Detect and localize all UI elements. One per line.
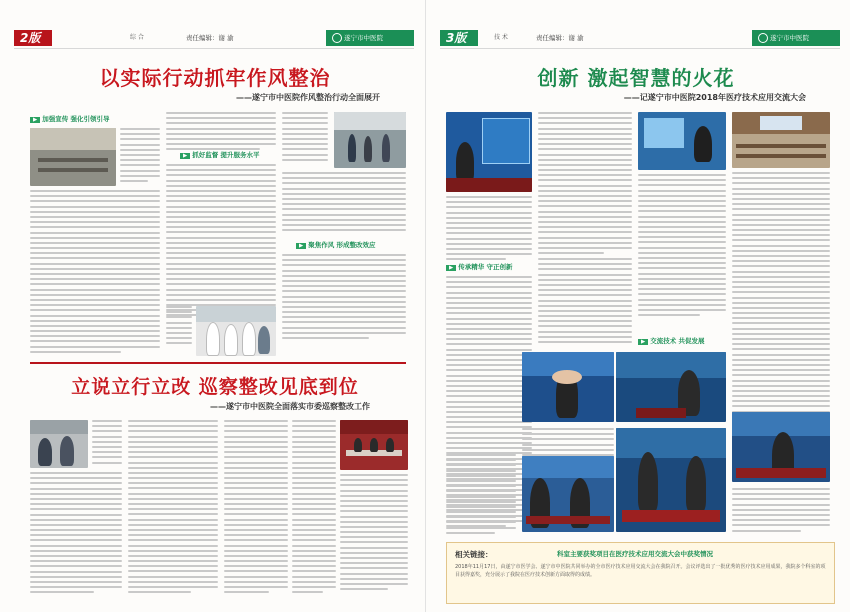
article-2-col5 (340, 474, 408, 593)
page-3 (425, 0, 850, 612)
article-2-col1 (30, 472, 122, 597)
related-link-text: 2018年11月17日，由遂宁市医学会、遂宁市中医院共同举办的全市医疗技术应用交流大会在我院召开。会议评选出了一批优秀的医疗技术应用成果，我院多个科室的项目获得嘉奖，充分展示了我院在医疗技术创新方面取得的成绩。 (455, 564, 826, 578)
speaker-photo-5 (732, 412, 830, 482)
header-rule (14, 48, 414, 49)
stage-photo (446, 112, 532, 192)
article-col1-a (446, 196, 532, 263)
related-link-label: 相关链接： (455, 550, 493, 559)
article-1-col1-top (120, 128, 160, 185)
inspection-photo (30, 420, 88, 468)
article-1-subhead-1: ▶ 加强宣传 强化引领引导 (30, 114, 110, 123)
article-2-col3 (224, 420, 288, 596)
article-2-title: 立说立行立改 巡察整改见底到位 (71, 376, 359, 398)
article-1-title: 以实际行动抓牢作风整治 (99, 66, 331, 90)
masthead-logo (758, 31, 809, 45)
section-name: 综 合 (130, 34, 144, 41)
article-1-col3-bottom (282, 254, 406, 342)
article-subtitle: ——记遂宁市中医院2018年医疗技术应用交流大会 (623, 93, 806, 102)
header-rule (440, 48, 840, 49)
article-2-col1-top (92, 420, 122, 467)
article-1-col2-bottom-a (166, 306, 192, 348)
article-1-col3-top (282, 112, 328, 164)
article-col4-b (732, 488, 830, 535)
page-header (440, 30, 840, 46)
article-subhead-1: ▶ 传承精华 守正创新 (446, 262, 513, 271)
article-2-col4 (292, 420, 336, 596)
speaker-photo-3 (522, 456, 614, 532)
meeting-photo (30, 128, 116, 186)
related-link-box (446, 542, 835, 604)
article-1-subhead-3: ▶ 聚焦作风 形成整改效应 (296, 240, 376, 249)
page-number: 2版 (20, 31, 41, 45)
article-2-subtitle: ——遂宁市中医院全面落实市委巡察整改工作 (210, 402, 370, 411)
auditorium-photo (732, 112, 830, 168)
page-number: 3版 (446, 31, 467, 45)
article-subhead-2: ▶ 交流技术 共促发展 (638, 336, 705, 345)
article-1-col2 (166, 164, 276, 320)
masthead-text: 遂宁市中医院 (770, 34, 809, 42)
article-1-subhead-2: ▶ 抓好监督 提升服务水平 (180, 150, 260, 159)
section-name: 技 术 (494, 34, 508, 41)
speaker-photo-1 (522, 352, 614, 422)
speaker-photo-2 (616, 352, 726, 422)
article-col4-a (732, 172, 830, 421)
editor-credit: 责任编辑：谢 渝 (186, 34, 234, 42)
article-1-col3 (282, 172, 406, 234)
editor-credit: 责任编辑：谢 渝 (536, 34, 584, 42)
hospital-logo-icon (758, 33, 768, 43)
page-header (14, 30, 414, 46)
ward-photo (196, 306, 276, 356)
article-title: 创新 激起智慧的火花 (537, 66, 735, 90)
speaker-photo-4 (616, 428, 726, 532)
article-col2-a (538, 112, 632, 257)
article-col1-c (446, 454, 516, 537)
article-col2-b (538, 258, 632, 346)
masthead-logo (332, 31, 383, 45)
masthead-text: 遂宁市中医院 (344, 34, 383, 42)
article-1-col1 (30, 190, 160, 356)
article-col3-a (638, 174, 726, 319)
corridor-photo (334, 112, 406, 168)
lecture-photo (638, 112, 726, 170)
article-1-col2-top (166, 112, 276, 154)
hospital-logo-icon (332, 33, 342, 43)
related-link-title: 科室主要获奖项目在医疗技术应用交流大会中获奖情况 (557, 550, 713, 558)
meeting-room-photo (340, 420, 408, 470)
article-2-col2 (128, 420, 218, 596)
article-1-subtitle: ——遂宁市中医院作风整治行动全面展开 (236, 93, 380, 102)
article-divider (30, 362, 406, 364)
